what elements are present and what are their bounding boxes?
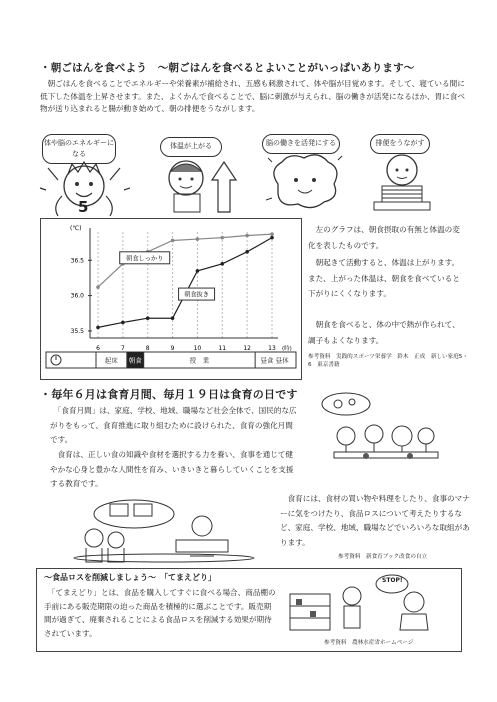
schedule-label: 朝食 (128, 356, 142, 365)
bubble-energy: 体や脳のエネルギーになる (42, 134, 116, 164)
child-toilet-illustration (362, 150, 448, 214)
chart-data-point (245, 234, 249, 238)
section2-paragraph-3: 食育には、食材の買い物や料理をしたり、食事のマナーに気をつけたり、食品ロスについて考えたりするなど、家庭、学校、地域、職場などでいろいろな取組があります。 (280, 494, 470, 547)
chart-x-tick-label: 8 (145, 345, 150, 352)
chart-x-tick-label: 9 (170, 345, 175, 352)
chart-data-point (220, 236, 224, 240)
chart-data-point (220, 262, 224, 266)
chart-data-point (171, 239, 175, 243)
temperature-chart (40, 218, 302, 380)
bubble-bowel: 排便をうながす (370, 134, 430, 154)
chart-x-tick-label: 11 (218, 345, 227, 352)
stop-sign-label: STOP! (382, 577, 403, 584)
chart-paragraph-1: 左のグラフは、朝食摂取の有無と体温の変化を表したものです。 (308, 225, 460, 250)
chart-paragraph-2: 朝起きて活動すると、体温は上がります。また、上がった体温は、朝食を食べていると下がりにくくなります。 (308, 258, 460, 298)
bubble-brain: 脳の働きを活発にする (262, 134, 340, 154)
chart-paragraph-3: 朝食を食べると、体の中で熱が作られて、調子もよくなります。 (308, 320, 460, 345)
chart-x-tick-label: 12 (243, 345, 251, 352)
chart-series-label: 朝食しっかり (126, 255, 164, 263)
school-lunch-illustration (64, 496, 264, 564)
chart-y-tick-label: 36.0 (70, 292, 84, 300)
chart-y-unit: (℃) (70, 225, 82, 232)
shopping-illustration (286, 572, 456, 634)
section1-title: ・朝ごはんを食べよう ～朝ごはんを食べるとよいことがいっぱいあります～ (40, 62, 415, 74)
chart-x-unit: (時) (282, 346, 292, 352)
section1-paragraph: 朝ごはんを食べることでエネルギーや栄養素が補給され、五感も刺激されて、体や脳が目覚めます。そして、寝ている間に低下した体温を上昇させます。また、よくかんで食べることで、脳に刺激が与えられ、脳の働きが活発になるほか、胃に食べ物が送り込まれると腸が動き始めて、朝の排便をうながします。 (40, 79, 465, 114)
family-eating-illustration (316, 390, 446, 474)
section3-paragraph: 「てまえどり」とは、食品を購入してすぐに食べる場合、商品棚の手前にある販売期限の迫った商品を積極的に選ぶことです。販売期間が過ぎて、廃棄されることによる食品ロスを削減する効果が期待されています。 (44, 588, 276, 638)
child-temperature-illustration (152, 152, 242, 216)
schedule-bar (46, 352, 296, 368)
chart-x-tick-label: 7 (120, 345, 125, 352)
chart-data-point (171, 316, 175, 320)
chart-data-point (270, 236, 274, 240)
number-five: 5 (78, 198, 89, 216)
chart-x-tick-label: 6 (96, 345, 100, 352)
chart-x-tick-label: 10 (193, 345, 202, 352)
brain-illustration (262, 150, 348, 214)
section3-reference: 参考資料 農林水産省ホームページ (324, 640, 414, 646)
chart-data-point (121, 321, 125, 325)
chart-data-point (245, 250, 249, 254)
section3-title: ～食品ロスを削減しましょう～ 「てまえどり」 (44, 573, 216, 582)
schedule-label: 昼食 昼休 (260, 356, 289, 365)
chart-data-point (96, 326, 100, 330)
section2-paragraph-2: 食育は、正しい食の知識や食材を選択する力を養い、食事を通じて健やかな心身と豊かな人間性を育み、いきいきと暮らしていくことを支援する教育です。 (50, 450, 294, 488)
chart-series-label: 朝食抜き (184, 291, 209, 299)
chart-x-tick-label: 13 (268, 345, 276, 352)
schedule-label: 授 業 (189, 356, 210, 365)
schedule-label: 起床 (104, 356, 118, 365)
chart-reference: 参考資料 実践的スポーツ栄養学 鈴木 正成 新しい家庭5・6 東京書籍 (308, 354, 468, 368)
bubble-temperature: 体温が上がる (160, 137, 222, 157)
chart-data-point (146, 316, 150, 320)
chart-data-point (270, 232, 274, 236)
chart-y-tick-label: 35.5 (70, 327, 84, 335)
section2-paragraph-1: 「食育月間」は、家庭、学校、地域、職場など社会全体で、国民的な広がりをもって、食育推進に取り組むために設けられた、食育の強化月間です。 (50, 406, 297, 444)
section2-title: ・毎年６月は食育月間、毎月１９日は食育の日です (40, 388, 298, 401)
chart-y-tick-label: 36.5 (70, 257, 84, 265)
chart-data-point (96, 285, 100, 289)
chart-data-point (196, 269, 200, 273)
chart-data-point (196, 237, 200, 241)
section2-reference: 参考資料 新食育ブック改食の自立 (338, 554, 428, 560)
